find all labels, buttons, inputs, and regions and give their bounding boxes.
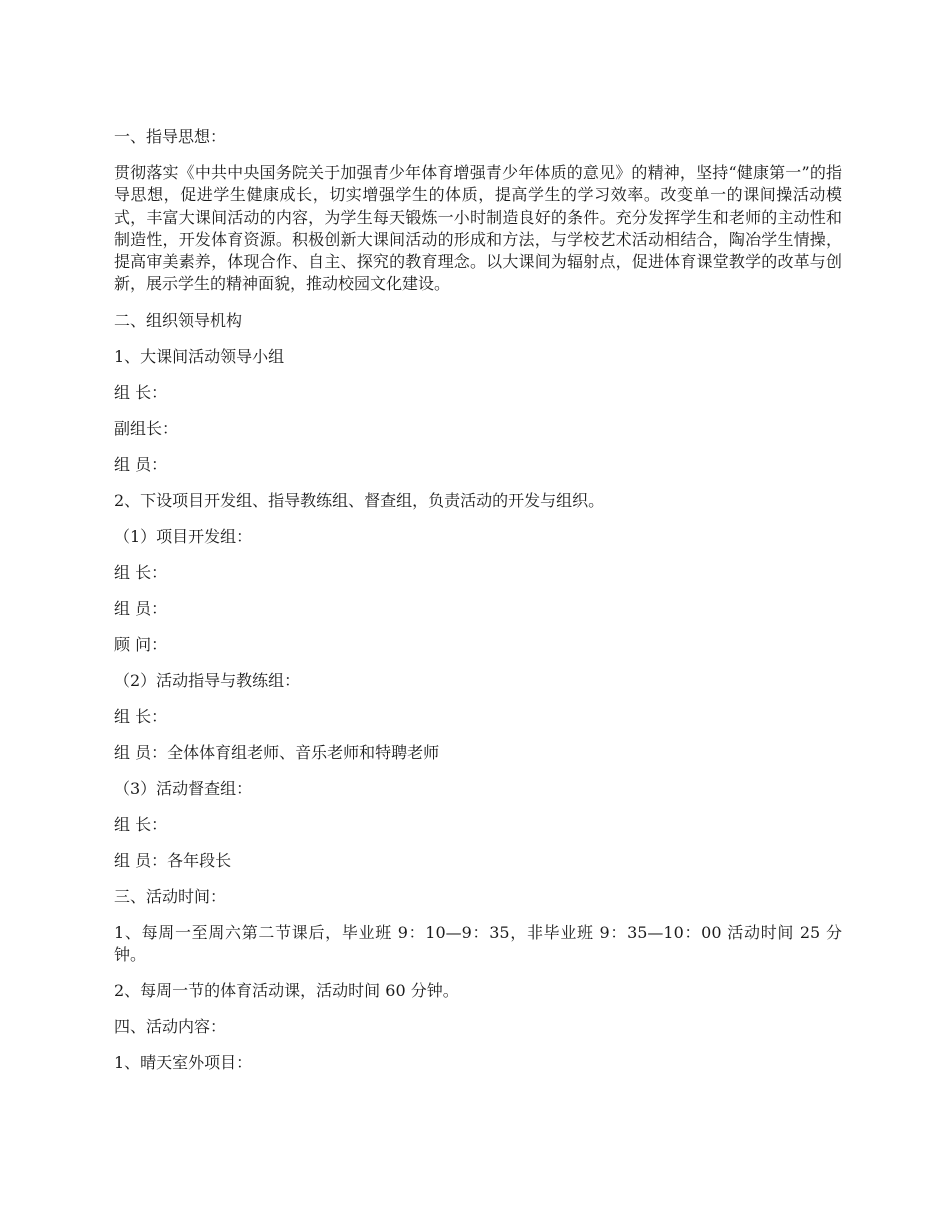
member-line: 组 员： <box>114 454 168 474</box>
section-heading-activity-content: 四、活动内容： <box>114 1017 227 1037</box>
section-heading-guiding-thought: 一、指导思想： <box>114 127 227 146</box>
inspection-member-line: 组 员：各年段长 <box>114 850 232 870</box>
activity-time-item-1: 1、每周一至周六第二节课后，毕业班 9：10—9：35，非毕业班 9：35—10：00 活动时间 25 分钟。 <box>114 922 842 965</box>
project-dev-leader-line: 组 长： <box>114 562 168 582</box>
deputy-leader-line: 副组长： <box>114 418 179 438</box>
activity-time-item-2: 2、每周一节的体育活动课，活动时间 60 分钟。 <box>114 981 459 1001</box>
leader-line: 组 长： <box>114 382 168 402</box>
guiding-thought-paragraph: 贯彻落实《中共中央国务院关于加强青少年体育增强青少年体质的意见》的精神，坚持“健康第一”的指导思想，促进学生健康成长，切实增强学生的体质，提高学生的学习效率。改变单一的课间操活动模式，丰富大课间活动的内容，为学生每天锻炼一小时制造良好的条件。充分发挥学生和老师的主动性和制造性，开发体育资源。积极创新大课间活动的形成和方法，与学校艺术活动相结合，陶冶学生情操，提高审美素养，体现合作、自主、探究的教育理念。以大课间为辐射点，促进体育课堂教学的改革与创新，展示学生的精神面貌，推动校园文化建设。 <box>114 163 842 294</box>
project-dev-member-line: 组 员： <box>114 598 168 618</box>
coaching-leader-line: 组 长： <box>114 706 168 726</box>
project-dev-advisor-line: 顾 问： <box>114 634 168 654</box>
inspection-leader-line: 组 长： <box>114 814 168 834</box>
coaching-member-line: 组 员：全体体育组老师、音乐老师和特聘老师 <box>114 742 440 762</box>
subheading-project-dev-group: （1）项目开发组： <box>114 526 253 546</box>
subheading-inspection-group: （3）活动督查组： <box>114 778 253 798</box>
subheading-subgroups: 2、下设项目开发组、指导教练组、督查组，负责活动的开发与组织。 <box>114 490 605 510</box>
activity-content-item-1: 1、晴天室外项目： <box>114 1053 253 1073</box>
subheading-coaching-group: （2）活动指导与教练组： <box>114 670 301 690</box>
document-page <box>114 126 842 1088</box>
section-heading-organization: 二、组织领导机构 <box>114 310 243 330</box>
section-heading-activity-time: 三、活动时间： <box>114 886 227 906</box>
subheading-leadership-group: 1、大课间活动领导小组 <box>114 346 285 366</box>
